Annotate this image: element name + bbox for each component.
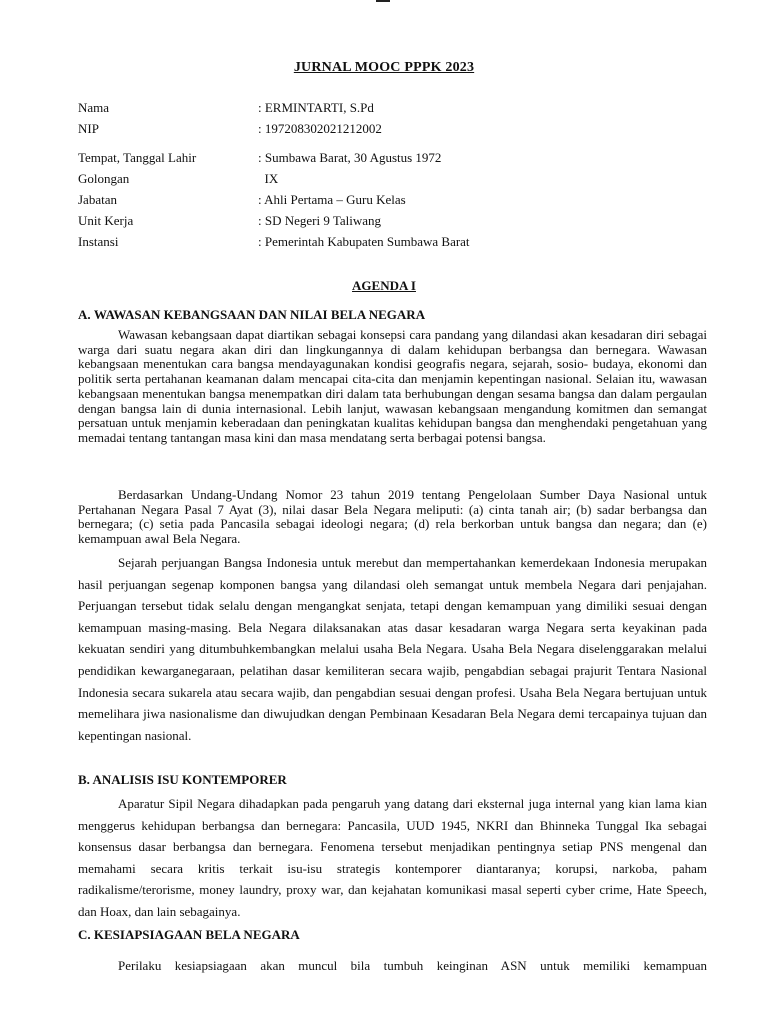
identity-value: IX — [258, 171, 279, 186]
paragraph-text: Perilaku kesiapsiagaan akan muncul bila tumbuh keinginan ASN untuk memiliki kemampuan — [118, 958, 707, 973]
section-a-heading: A. WAWASAN KEBANGSAAN DAN NILAI BELA NEGARA — [78, 307, 426, 322]
identity-row-nip — [78, 118, 470, 139]
identity-row-golongan — [78, 168, 470, 189]
identity-label: Nama — [78, 100, 110, 115]
identity-label: Jabatan — [78, 192, 117, 207]
identity-value: : ERMINTARTI, S.Pd — [258, 100, 374, 115]
section-c-heading: C. KESIAPSIAGAAN BELA NEGARA — [78, 927, 300, 942]
section-b-heading: B. ANALISIS ISU KONTEMPORER — [78, 772, 287, 787]
identity-row-instansi — [78, 231, 470, 252]
identity-label: Tempat, Tanggal Lahir — [78, 150, 197, 165]
identity-value: : Ahli Pertama – Guru Kelas — [258, 192, 406, 207]
page-top-mark — [376, 0, 390, 2]
agenda-heading: AGENDA I — [352, 278, 416, 293]
identity-row-nama — [78, 97, 470, 118]
section-a-paragraph-1 — [78, 328, 707, 446]
section-c-paragraph-1 — [78, 955, 707, 977]
paragraph-text: Aparatur Sipil Negara dihadapkan pada pengaruh yang datang dari eksternal juga internal yang kian lama kian menggerus kehidupan berbangsa dan bernegara: Pancasila, UUD 1945, NKRI dan Bhinneka Tunggal Ika sebagai konsensus dasar berbangsa dan bernegara. Fenomena tersebut menjadikan pentingnya setiap PNS mengenal dan memahami secara kritis terkait isu-isu strategis kontemporer diantaranya; korupsi, narkoba, paham radikalisme/terorisme, money laundry, proxy war, dan kejahatan komunikasi masal seperti cyber crime, Hate Speech, dan Hoax, dan lain sebagainya. — [78, 796, 707, 919]
identity-label: Golongan — [78, 171, 130, 186]
paragraph-text: Berdasarkan Undang-Undang Nomor 23 tahun 2019 tentang Pengelolaan Sumber Daya Nasional untuk Pertahanan Negara Pasal 7 Ayat (3), nilai dasar Bela Negara meliputi: (a) cinta tanah air; (b) sadar berbangsa dan bernegara; (c) setia pada Pancasila sebagai ideologi negara; (d) rela berkorban untuk bangsa dan negara; dan (e) kemampuan awal Bela Negara. — [78, 487, 707, 547]
paragraph-text: Wawasan kebangsaan dapat diartikan sebagai konsepsi cara pandang yang dilandasi akan kesadaran diri sebagai warga dari suatu negara akan diri dan lingkungannya di dalam kehidupan berbangsa dan bernegara. Wawasan kebangsaan menentukan cara bangsa mendayagunakan kondisi geografis negara, sejarah, sosio- budaya, ekonomi dan politik serta pertahanan keamanan dalam mencapai cita-cita dan menjamin kepentingan nasional. Selaian itu, wawasan kebangsaan menentukan bangsa menempatkan diri dalam tata berhubungan dengan sesama bangsa dan dalam pergaulan dengan bangsa lain di dunia internasional. Lebih lanjut, wawasan kebangsaan mengandung komitmen dan semangat persatuan untuk menjamin keberadaan dan peningkatan kualitas kehidupan bangsa dan menghendaki pengetahuan yang memadai tentang tantangan masa kini dan masa mendatang serta berbagai potensi bangsa. — [78, 327, 707, 445]
section-b-paragraph-1 — [78, 793, 707, 923]
identity-table — [78, 97, 470, 252]
section-a-paragraph-3 — [78, 552, 707, 746]
identity-row-ttl — [78, 147, 470, 168]
identity-label: NIP — [78, 121, 99, 136]
identity-value: : Sumbawa Barat, 30 Agustus 1972 — [258, 150, 442, 165]
identity-value: : SD Negeri 9 Taliwang — [258, 213, 382, 228]
identity-label: Unit Kerja — [78, 213, 134, 228]
paragraph-text: Sejarah perjuangan Bangsa Indonesia untuk merebut dan mempertahankan kemerdekaan Indonesia merupakan hasil perjuangan segenap komponen bangsa yang dilandasi oleh semangat untuk membela Negara dari penjajahan. Perjuangan tersebut tidak selalu dengan mengangkat senjata, tetapi dengan kemampuan yang dimiliki sesuai dengan kemampuan masing-masing. Bela Negara dilaksanakan atas dasar kesadaran warga Negara serta keyakinan pada kekuatan sendiri yang ditumbuhkembangkan melalui usaha Bela Negara. Usaha Bela Negara diselenggarakan melalui pendidikan kewarganegaraan, pelatihan dasar kemiliteran secara wajib, pengabdian sebagai prajurit Tentara Nasional Indonesia secara sukarela atau secara wajib, dan pengabdian sesuai dengan profesi. Usaha Bela Negara bertujuan untuk memelihara jiwa nasionalisme dan diwujudkan dengan Pembinaan Kesadaran Bela Negara demi tercapainya tujuan dan kepentingan nasional. — [78, 555, 707, 743]
identity-row-jabatan — [78, 189, 470, 210]
identity-value: : 197208302021212002 — [258, 121, 382, 136]
identity-value: : Pemerintah Kabupaten Sumbawa Barat — [258, 234, 470, 249]
section-a-paragraph-2 — [78, 488, 707, 547]
document-title: JURNAL MOOC PPPK 2023 — [293, 60, 475, 75]
identity-label: Instansi — [78, 234, 119, 249]
identity-row-unit-kerja — [78, 210, 470, 231]
